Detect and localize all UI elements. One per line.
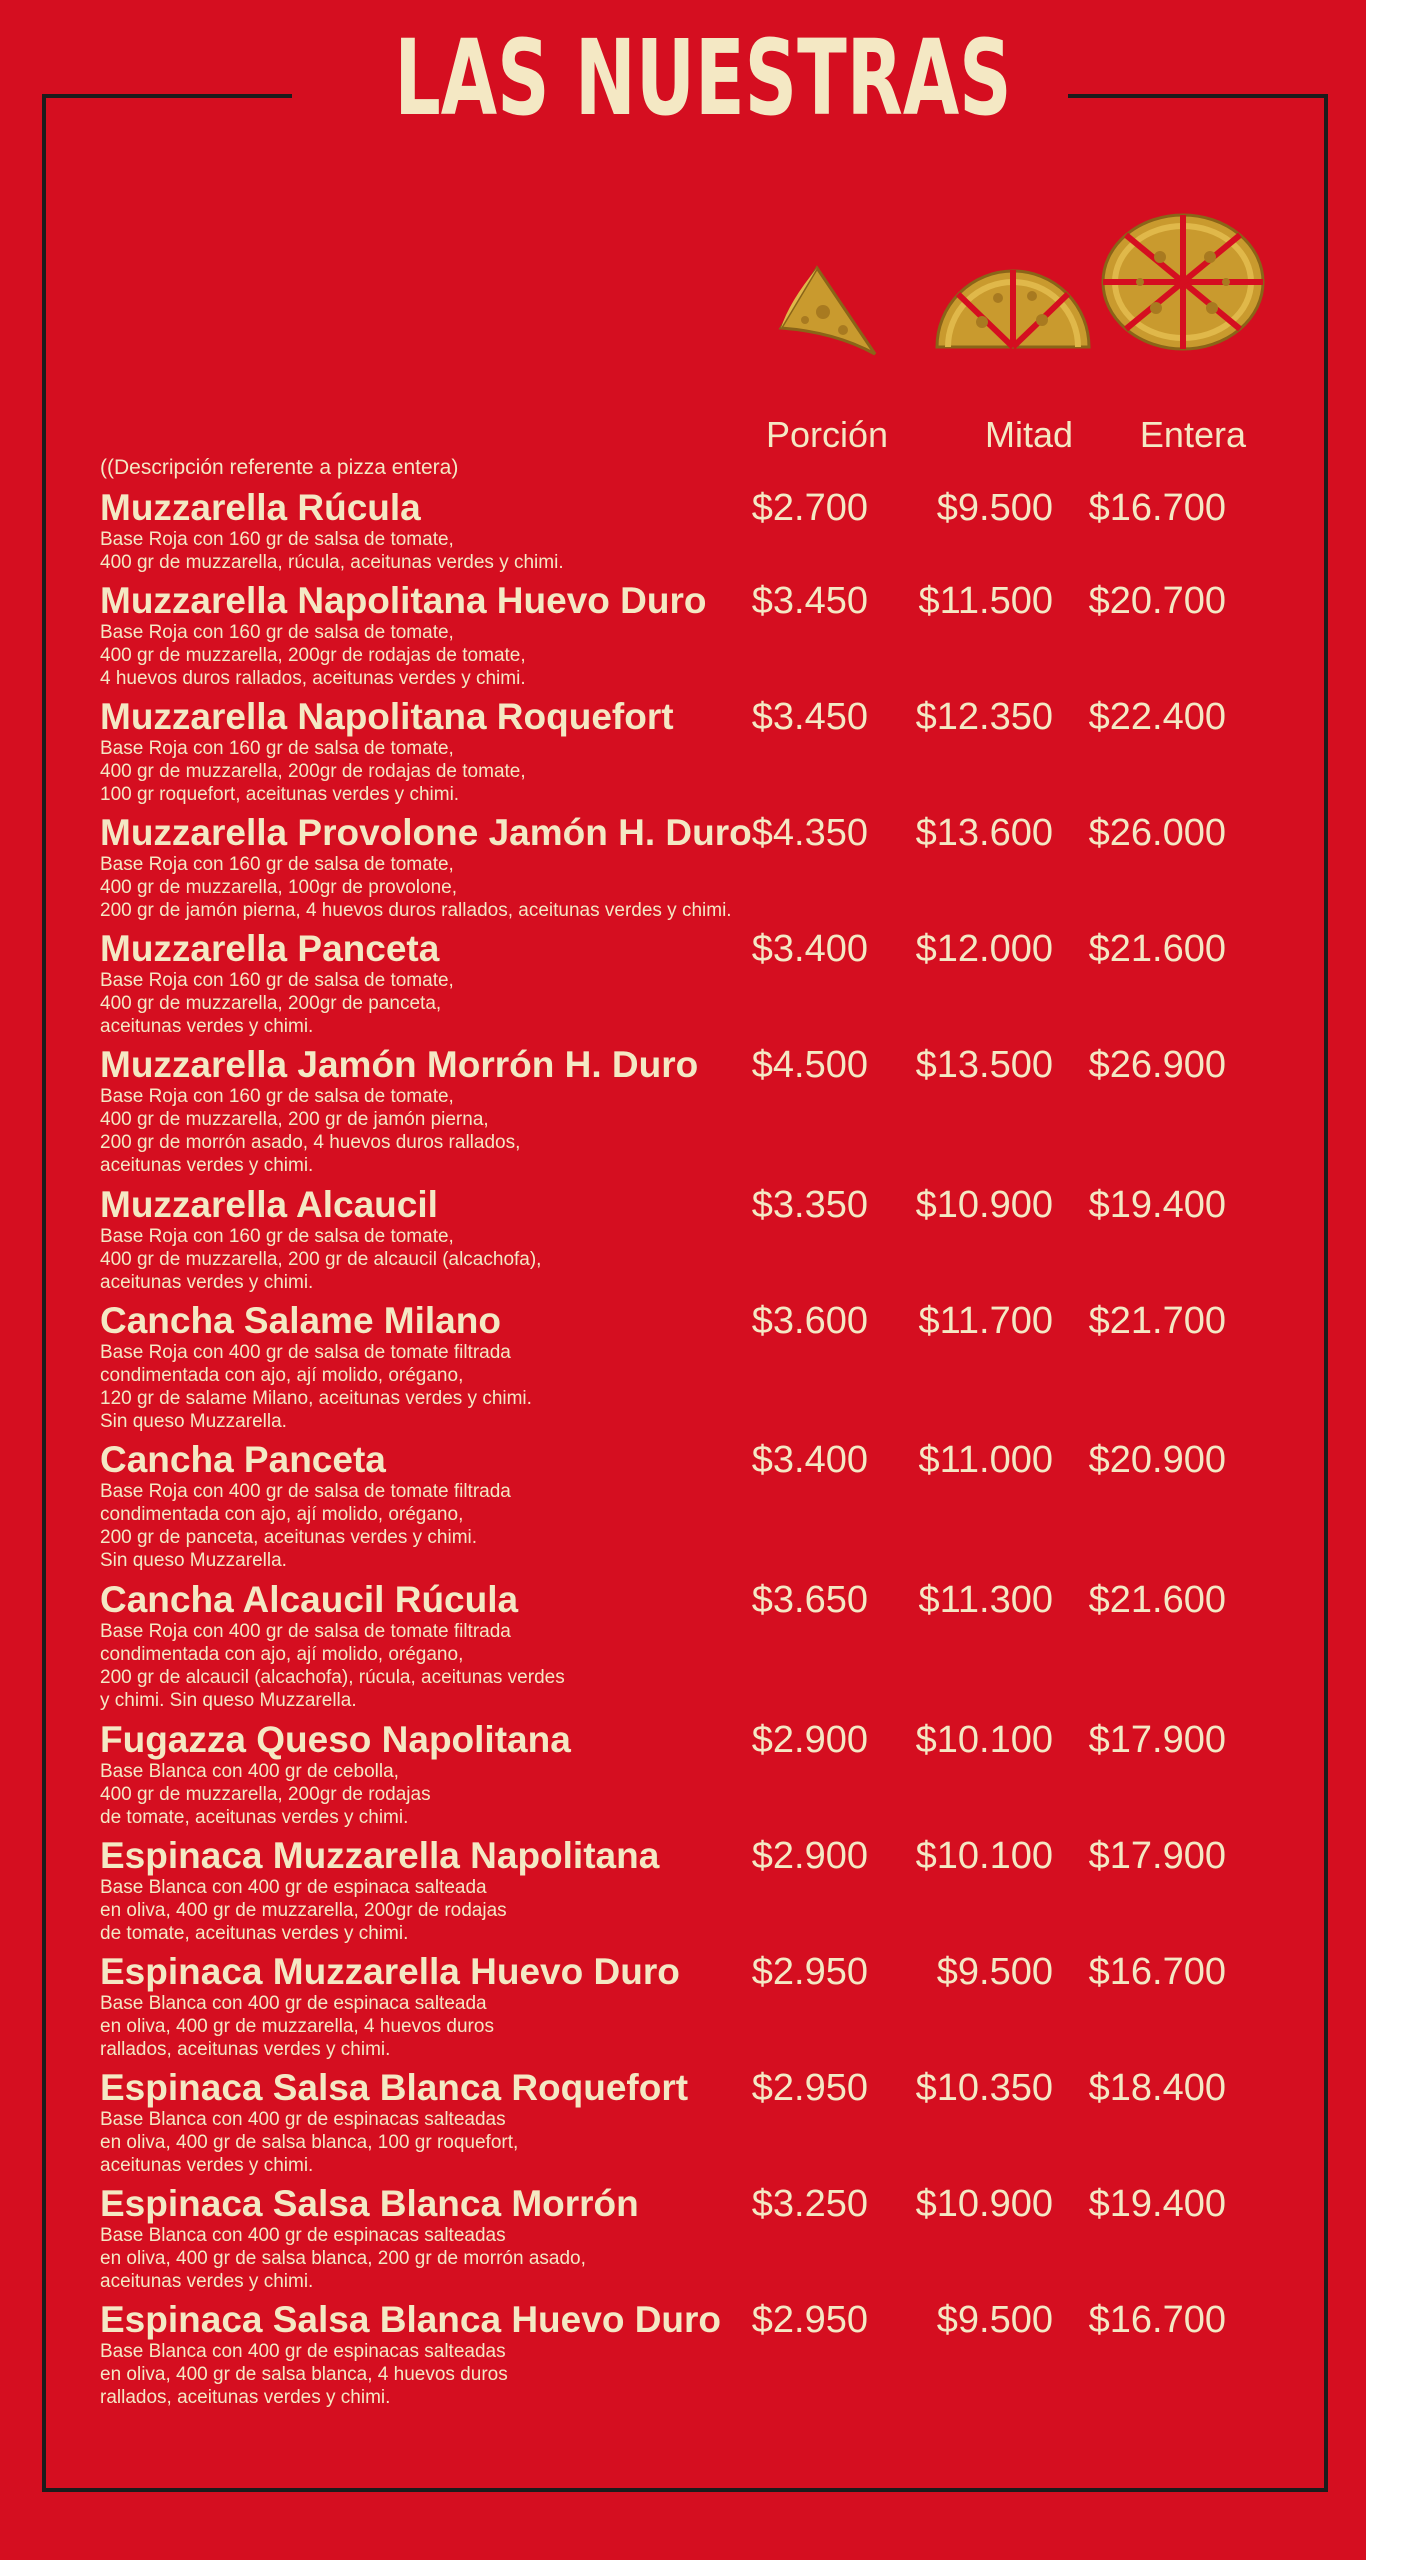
item-name: Muzzarella Provolone Jamón H. Duro	[100, 812, 752, 853]
price-mitad: $10.350	[915, 2067, 1053, 2109]
item-description: Base Roja con 400 gr de salsa de tomate filtrada condimentada con ajo, ají molido, orégano, 200 gr de panceta, aceitunas verdes y chimi. Sin queso Muzzarella.	[100, 1481, 511, 1571]
price-entera: $21.700	[1088, 1300, 1226, 1342]
item-name: Espinaca Muzzarella Napolitana	[100, 1835, 660, 1876]
price-entera: $19.400	[1088, 1184, 1226, 1226]
item-description: Base Roja con 160 gr de salsa de tomate, 400 gr de muzzarella, 200gr de panceta, aceitunas verdes y chimi.	[100, 970, 454, 1037]
item-name: Cancha Panceta	[100, 1439, 386, 1480]
price-porcion: $2.950	[751, 1951, 868, 1993]
price-mitad: $10.100	[915, 1719, 1053, 1761]
price-mitad: $9.500	[936, 2299, 1053, 2341]
price-mitad: $11.500	[918, 580, 1053, 622]
column-header-mitad: Mitad	[984, 414, 1073, 455]
price-entera: $17.900	[1088, 1835, 1226, 1877]
item-name: Muzzarella Jamón Morrón H. Duro	[100, 1044, 699, 1085]
item-description: Base Roja con 160 gr de salsa de tomate, 400 gr de muzzarella, rúcula, aceitunas verdes y chimi.	[100, 529, 564, 573]
price-entera: $18.400	[1088, 2067, 1226, 2109]
menu-item	[100, 2184, 1300, 2293]
price-porcion: $3.600	[751, 1300, 868, 1342]
column-header-entera: Entera	[1139, 414, 1246, 455]
price-mitad: $11.700	[918, 1300, 1053, 1342]
price-mitad: $12.000	[915, 928, 1053, 970]
price-mitad: $11.300	[918, 1579, 1053, 1621]
menu-item	[100, 1185, 1300, 1294]
price-mitad: $10.900	[915, 2183, 1053, 2225]
description-note: ((Descripción referente a pizza entera)	[100, 456, 459, 479]
menu-item	[100, 1720, 1300, 1829]
price-mitad: $13.600	[915, 812, 1053, 854]
item-name: Cancha Salame Milano	[100, 1300, 501, 1341]
price-porcion: $3.400	[751, 1439, 868, 1481]
price-entera: $19.400	[1088, 2183, 1226, 2225]
price-mitad: $11.000	[918, 1439, 1053, 1481]
price-mitad: $9.500	[936, 1951, 1053, 1993]
whole-pizza-icon	[1100, 212, 1266, 352]
half-pizza-icon	[932, 262, 1094, 352]
price-entera: $16.700	[1088, 1951, 1226, 1993]
item-description: Base Roja con 400 gr de salsa de tomate filtrada condimentada con ajo, ají molido, orégano, 200 gr de alcaucil (alcachofa), rúcula, aceitunas verdes y chimi. Sin queso Muzzarella.	[100, 1621, 565, 1711]
menu-item	[100, 581, 1300, 690]
price-porcion: $2.700	[751, 487, 868, 529]
menu-item	[100, 1836, 1300, 1945]
price-porcion: $4.350	[751, 812, 868, 854]
price-entera: $20.900	[1088, 1439, 1226, 1481]
price-entera: $26.900	[1088, 1044, 1226, 1086]
price-porcion: $2.950	[751, 2067, 868, 2109]
page-title: LAS NUESTRAS	[394, 17, 1012, 139]
price-mitad: $13.500	[915, 1044, 1053, 1086]
price-entera: $26.000	[1088, 812, 1226, 854]
item-name: Muzzarella Rúcula	[100, 487, 421, 528]
price-entera: $17.900	[1088, 1719, 1226, 1761]
menu-item	[100, 929, 1300, 1038]
price-entera: $21.600	[1088, 1579, 1226, 1621]
menu-item	[100, 2300, 1300, 2409]
item-name: Muzzarella Napolitana Huevo Duro	[100, 580, 707, 621]
price-mitad: $12.350	[915, 696, 1053, 738]
price-porcion: $4.500	[751, 1044, 868, 1086]
item-name: Fugazza Queso Napolitana	[100, 1719, 571, 1760]
item-description: Base Blanca con 400 gr de espinacas salteadas en oliva, 400 gr de salsa blanca, 4 huevos duros rallados, aceitunas verdes y chimi.	[100, 2341, 508, 2408]
price-entera: $22.400	[1088, 696, 1226, 738]
price-porcion: $3.650	[751, 1579, 868, 1621]
price-porcion: $3.250	[751, 2183, 868, 2225]
menu-item	[100, 1440, 1300, 1572]
price-entera: $21.600	[1088, 928, 1226, 970]
price-entera: $20.700	[1088, 580, 1226, 622]
menu-item	[100, 1301, 1300, 1433]
price-entera: $16.700	[1088, 2299, 1226, 2341]
price-porcion: $2.900	[751, 1719, 868, 1761]
price-porcion: $3.450	[751, 580, 868, 622]
item-description: Base Roja con 160 gr de salsa de tomate, 400 gr de muzzarella, 100gr de provolone, 200 gr de jamón pierna, 4 huevos duros rallados, aceitunas verdes y chimi.	[100, 854, 732, 921]
item-description: Base Roja con 160 gr de salsa de tomate, 400 gr de muzzarella, 200gr de rodajas de tomate, 100 gr roquefort, aceitunas verdes y chimi.	[100, 738, 526, 805]
item-name: Espinaca Muzzarella Huevo Duro	[100, 1951, 680, 1992]
menu-item	[100, 813, 1300, 922]
item-description: Base Roja con 160 gr de salsa de tomate, 400 gr de muzzarella, 200gr de rodajas de tomate, 4 huevos duros rallados, aceitunas verdes y chimi.	[100, 622, 526, 689]
price-porcion: $3.450	[751, 696, 868, 738]
item-description: Base Roja con 160 gr de salsa de tomate, 400 gr de muzzarella, 200 gr de jamón pierna, 200 gr de morrón asado, 4 huevos duros rallados, aceitunas verdes y chimi.	[100, 1086, 521, 1176]
item-name: Muzzarella Napolitana Roquefort	[100, 696, 674, 737]
item-description: Base Roja con 400 gr de salsa de tomate filtrada condimentada con ajo, ají molido, orégano, 120 gr de salame Milano, aceitunas verdes y chimi. Sin queso Muzzarella.	[100, 1342, 532, 1432]
item-name: Espinaca Salsa Blanca Roquefort	[100, 2067, 689, 2108]
item-description: Base Blanca con 400 gr de espinacas salteadas en oliva, 400 gr de salsa blanca, 200 gr de morrón asado, aceitunas verdes y chimi.	[100, 2225, 586, 2292]
price-mitad: $9.500	[936, 487, 1053, 529]
menu-item	[100, 2068, 1300, 2177]
column-header-porcion: Porción	[765, 414, 888, 455]
price-mitad: $10.100	[915, 1835, 1053, 1877]
price-porcion: $2.950	[751, 2299, 868, 2341]
menu-item	[100, 1952, 1300, 2061]
price-porcion: $3.400	[751, 928, 868, 970]
pizza-slice-icon	[775, 262, 881, 362]
menu-item	[100, 1580, 1300, 1712]
price-entera: $16.700	[1088, 487, 1226, 529]
item-name: Cancha Alcaucil Rúcula	[100, 1579, 519, 1620]
price-mitad: $10.900	[915, 1184, 1053, 1226]
item-name: Muzzarella Alcaucil	[100, 1184, 438, 1225]
menu-item	[100, 1045, 1300, 1177]
item-description: Base Blanca con 400 gr de cebolla, 400 gr de muzzarella, 200gr de rodajas de tomate, aceitunas verdes y chimi.	[100, 1761, 431, 1828]
item-description: Base Blanca con 400 gr de espinaca salteada en oliva, 400 gr de muzzarella, 4 huevos duros rallados, aceitunas verdes y chimi.	[100, 1993, 494, 2060]
menu-item	[100, 488, 1300, 574]
item-name: Espinaca Salsa Blanca Morrón	[100, 2183, 639, 2224]
item-description: Base Blanca con 400 gr de espinacas salteadas en oliva, 400 gr de salsa blanca, 100 gr roquefort, aceitunas verdes y chimi.	[100, 2109, 519, 2176]
price-porcion: $3.350	[751, 1184, 868, 1226]
item-description: Base Blanca con 400 gr de espinaca salteada en oliva, 400 gr de muzzarella, 200gr de rodajas de tomate, aceitunas verdes y chimi.	[100, 1877, 507, 1944]
item-description: Base Roja con 160 gr de salsa de tomate, 400 gr de muzzarella, 200 gr de alcaucil (alcachofa), aceitunas verdes y chimi.	[100, 1226, 542, 1293]
item-name: Muzzarella Panceta	[100, 928, 440, 969]
item-name: Espinaca Salsa Blanca Huevo Duro	[100, 2299, 722, 2340]
price-porcion: $2.900	[751, 1835, 868, 1877]
menu-item	[100, 697, 1300, 806]
